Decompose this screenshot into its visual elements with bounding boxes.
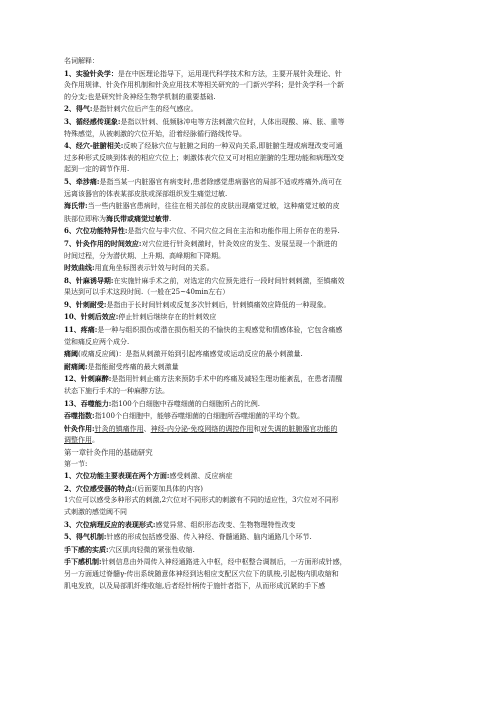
entry-1-line-1: 1、实验针灸学：是在中医理论指导下，运用现代科学技术和方法，主要开展针灸理论、针 (64, 68, 342, 78)
entry-phago-index: 吞噬指数:指100个白细胞中，能够吞噬细菌的白细胞所吞噬细菌的平均个数。 (64, 411, 304, 421)
entry-10: 10、针刺后效应:停止针刺后继续存在的针刺效应 (64, 312, 217, 322)
entry-5-line-2: 远离该器官的体表某部皮肤或深部组织发生痛觉过敏. (64, 189, 228, 198)
entry-7-line-2: 时间过程，分为潜伏期、上升期、高峰期和下降期。 (64, 251, 225, 260)
entry-1-line-3: 的分支;也是研究针灸神经生物学机制的重要基础. (64, 92, 216, 101)
entry-9: 9、针刺耐受:是指由于长时间针刺或反复多次针刺后，针刺镇痛效应降低的一种现象。 (64, 299, 331, 309)
entry-11-line-2: 觉和痛反应两个成分. (64, 337, 130, 346)
point-mech-line-3: 肌电发放，以及局部肌纤维收缩,后者经针柄传于施针者指下，从而形成沉紧的手下感 (64, 581, 326, 590)
entry-2: 2、得气:是指针刺穴位后产生的经气感应。 (64, 104, 198, 114)
entry-7-line-1: 7、针灸作用的时间效应:对穴位进行针灸刺激时，针灸效应的发生、发展呈现一个渐进的 (64, 238, 338, 248)
point-mech-line-2: 另一方面通过脊髓γ-传出系统随意体神经到达相应支配区穴位下的肌梭,引起梭内肌收缩和 (64, 569, 339, 578)
doc-heading: 名词解释： (64, 57, 99, 65)
entry-haishi-line-1: 海氏带:当一些内脏器官患病时，往往在相关部位的皮肤出现痛觉过敏，这种痛觉过敏的皮 (64, 201, 340, 211)
entry-effect-line-1: 针灸作用:针灸的镇痛作用、神经-内分泌-免疫网络的调控作用和对失调的脏腑器官功能的 (64, 423, 338, 433)
entry-6: 6、穴位功能特异性:是指穴位与非穴位、不同穴位之间在主治和功能作用上所存在的差异. (64, 226, 340, 236)
entry-5-line-1: 5、牵涉痛:是指当某一内脏器官有病变时,患者除感觉患病器官的局部不适或疼痛外,尚可在 (64, 176, 342, 186)
point-3: 3、穴位病理反应的表现形式:感觉异常、组织形态改变、生物物理特性改变 (64, 519, 296, 529)
entry-12-line-1: 12、针刺麻醉:是指用针刺止痛方法来预防手术中的疼痛及减轻生理功能紊乱，在患者清醒 (64, 374, 343, 384)
entry-8-line-2: 果达到可以手术这段时间.（一般在25~40min左右） (64, 288, 230, 297)
entry-4-line-3: 起到一定的调节作用. (64, 165, 130, 174)
point-2-detail-line-2: 式刺激的感觉阈不同 (64, 507, 127, 516)
point-mech-line-1: 手下感机制:针刺信息由外周传入神经通路进入中枢，经中枢整合调制后，一方面形成针感， (64, 557, 347, 567)
entry-pain-tolerance: 耐痛阈:是指能耐受疼痛的最大刺激量 (64, 361, 179, 371)
entry-4-line-1: 4、经穴-脏腑相关:反映了经脉穴位与脏腑之间的一种双向关系,即脏腑生理或病理改变可通 (64, 141, 343, 151)
point-5: 5、得气机制:针感的形成包括感受器、传入神经、脊髓通路、脑内通路几个环节. (64, 532, 312, 542)
chapter-title: 第一章针灸作用的基础研究 (64, 448, 153, 457)
entry-3-line-1: 3、循经感传现象:是指以针刺、低频脉冲电等方法刺激穴位时，人体出现酸、麻、胀、重等 (64, 116, 345, 126)
entry-12-line-2: 状态下施行手术的一种麻醉方法。 (64, 387, 169, 396)
entry-1-line-2: 灸作用规律、针灸作用机制和针灸应用技术等相关研究的一门新兴学科；是针灸学科一个新 (64, 81, 344, 90)
entry-term: 1、实验针灸学： (64, 68, 118, 78)
entry-effect-line-2: 调整作用。 (64, 436, 99, 445)
point-1: 1、穴位功能主要表现在两个方面:感受刺激、反应病症 (64, 471, 233, 481)
section-title: 第一节: (64, 459, 88, 468)
point-substance: 手下感的实质:穴区肌肉轻微的紧张性收缩. (64, 544, 195, 554)
entry-3-line-2: 特殊感觉，从被刺激的穴位开始，沿着经脉循行路线传导。 (64, 129, 246, 138)
point-2: 2、穴位感受器的特点:(后面要加具体的内容) (64, 483, 203, 493)
entry-pain-threshold: 痛阈(或痛反应阈)：是指从刺激开始到引起疼痛感觉或运动反应的最小刺激量. (64, 349, 303, 359)
entry-11-line-1: 11、疼痛:是一种与组织损伤或潜在损伤相关的不愉快的主观感觉和情感体验，它包含痛感 (64, 325, 343, 335)
document-page (64, 56, 430, 592)
entry-haishi-line-2: 肤部位即称为海氏带或痛觉过敏带. (64, 213, 172, 223)
entry-8-line-1: 8、针麻诱导期:在实施针麻手术之前，对选定的穴位预先进行一段时间针刺刺激，至镇痛效 (64, 275, 345, 285)
entry-4-line-2: 过多种形式反映到体表的相应穴位上；刺激体表穴位又可对相应脏腑的生理功能和病理改变 (64, 153, 344, 162)
entry-timecurve: 时效曲线:用直角坐标图表示针效与时间的关系。 (64, 263, 214, 273)
entry-13: 13、吞噬能力:指100个白细胞中吞噬细菌的白细胞所占的比例. (64, 398, 260, 408)
point-2-detail-line-1: 1穴位可以感受多种形式的刺激,2穴位对不同形式的刺激有不同的适应性，3穴位对不同形 (64, 496, 339, 505)
